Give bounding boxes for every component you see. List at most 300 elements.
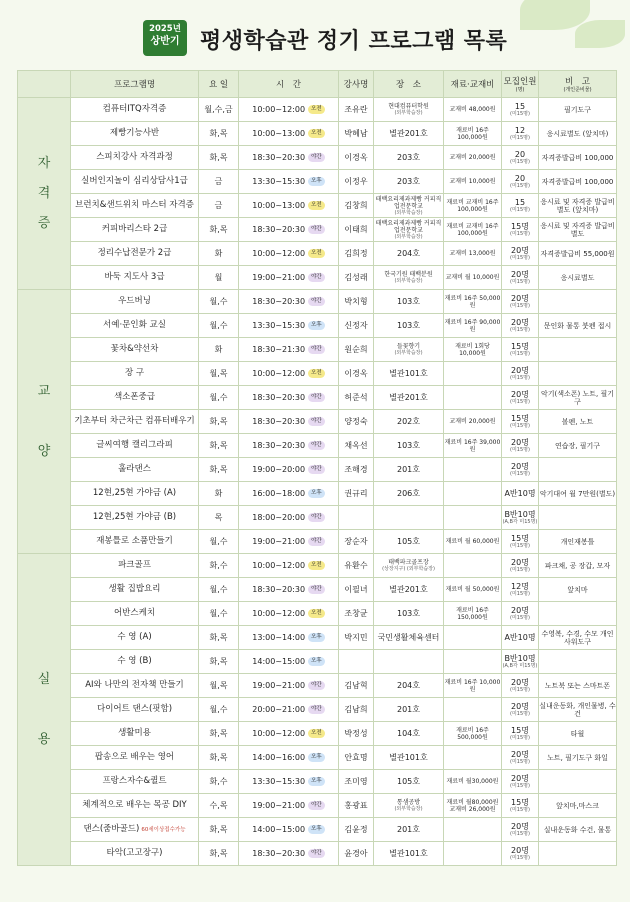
capacity-sub: (미15명) (510, 543, 530, 549)
teacher-cell: 김남혁 (339, 674, 374, 698)
time-cell (239, 770, 339, 794)
capacity-text: A반10명 (504, 633, 536, 642)
slot-badge: 야간 (308, 465, 325, 474)
table-row (18, 290, 617, 314)
time-text: 14:00~16:00 (252, 753, 306, 762)
slot-badge: 오전 (308, 201, 325, 210)
note-cell: 연습장, 필기구 (539, 434, 617, 458)
program-name (71, 122, 199, 146)
program-name-text: 어반스케치 (113, 608, 156, 618)
capacity-text: 20명 (511, 678, 529, 687)
capacity-text: 20명 (511, 558, 529, 567)
note-cell: 자격증발급비 55,000원 (539, 242, 617, 266)
time-cell (239, 650, 339, 674)
time-text: 10:00~12:00 (252, 369, 306, 378)
fee-cell: 재료비 월80,000원 교재비 26,000원 (444, 794, 502, 818)
teacher-cell: 조해경 (339, 458, 374, 482)
time-text: 13:30~15:30 (252, 321, 306, 330)
slot-badge: 오후 (308, 489, 325, 498)
day-cell: 월,수 (199, 386, 239, 410)
time-cell (239, 362, 339, 386)
slot-badge: 야간 (308, 585, 325, 594)
table-row (18, 794, 617, 818)
capacity-cell (502, 554, 539, 578)
note-cell: 자격증발급비 100,000 (539, 146, 617, 170)
place-text: 203호 (397, 177, 420, 186)
capacity-text: 20명 (511, 606, 529, 615)
place-text: 105호 (397, 777, 420, 786)
program-name-text: 팝송으로 배우는 영어 (94, 752, 175, 762)
place-text: 별관101호 (389, 753, 428, 762)
table-row (18, 746, 617, 770)
time-cell (239, 290, 339, 314)
slot-badge: 야간 (308, 705, 325, 714)
place-cell (374, 506, 444, 530)
capacity-cell (502, 482, 539, 506)
program-name (71, 842, 199, 866)
time-text: 10:00~12:00 (252, 249, 306, 258)
teacher-cell: 박정성 (339, 722, 374, 746)
program-name (71, 242, 199, 266)
program-name-text: 색소폰중급 (113, 392, 156, 402)
table-row (18, 218, 617, 242)
note-cell (539, 602, 617, 626)
program-name (71, 434, 199, 458)
place-text: 201호 (397, 705, 420, 714)
place-text: 별관201호 (389, 393, 428, 402)
program-name (71, 218, 199, 242)
time-text: 10:00~12:00 (252, 729, 306, 738)
place-text: 별관201호 (389, 129, 428, 138)
place-cell (374, 122, 444, 146)
note-cell (539, 650, 617, 674)
time-cell (239, 410, 339, 434)
capacity-sub: (미15명) (510, 375, 530, 381)
place-cell (374, 194, 444, 218)
teacher-cell: 조미영 (339, 770, 374, 794)
time-text: 18:30~20:30 (252, 441, 306, 450)
capacity-cell (502, 650, 539, 674)
fee-cell: 재료비 16주 500,000원 (444, 722, 502, 746)
day-cell: 화,목 (199, 818, 239, 842)
table-row (18, 602, 617, 626)
day-cell: 화,목 (199, 626, 239, 650)
table-row (18, 770, 617, 794)
teacher-cell: 이정우 (339, 170, 374, 194)
slot-badge: 오전 (308, 729, 325, 738)
note-cell: 응시료 및 자격증 발급비 별도 (539, 218, 617, 242)
program-name (71, 530, 199, 554)
note-cell: 악기대여 월 7만원(별도) (539, 482, 617, 506)
capacity-text: 15 (514, 198, 526, 207)
program-name-text: 장 구 (124, 368, 145, 378)
capacity-cell (502, 602, 539, 626)
place-text: 201호 (397, 465, 420, 474)
time-cell (239, 170, 339, 194)
program-name (71, 482, 199, 506)
day-cell: 화,목 (199, 650, 239, 674)
slot-badge: 야간 (308, 537, 325, 546)
program-name (71, 290, 199, 314)
place-sub: (외부학습장) (394, 806, 423, 812)
time-text: 13:30~15:30 (252, 177, 306, 186)
note-cell: 필기도구 (539, 98, 617, 122)
day-cell: 월,수 (199, 314, 239, 338)
capacity-cell (502, 746, 539, 770)
capacity-sub: (미15명) (510, 255, 530, 261)
place-text: 한국기원 태백분원 (384, 271, 433, 278)
time-cell (239, 506, 339, 530)
day-cell: 화,목 (199, 722, 239, 746)
teacher-cell: 박치형 (339, 290, 374, 314)
year-badge (143, 20, 187, 56)
capacity-text: 15명 (511, 342, 529, 351)
note-cell (539, 362, 617, 386)
program-name-text: 기초부터 차근차근 컴퓨터배우기 (74, 416, 195, 426)
program-name (71, 554, 199, 578)
note-cell: 노트북 또는 스마트폰 (539, 674, 617, 698)
note-cell (539, 290, 617, 314)
capacity-text: 20명 (511, 294, 529, 303)
capacity-text: 20 (514, 150, 526, 159)
program-name (71, 194, 199, 218)
header-place: 장 소 (374, 71, 444, 98)
teacher-cell: 채옥선 (339, 434, 374, 458)
table-row (18, 674, 617, 698)
capacity-cell (502, 362, 539, 386)
place-text: 들꽃향기 (396, 343, 421, 350)
place-cell (374, 602, 444, 626)
teacher-cell: 이경옥 (339, 146, 374, 170)
note-cell: 볼펜, 노트 (539, 410, 617, 434)
teacher-cell: 유환수 (339, 554, 374, 578)
fee-cell: 교재비 10,000원 (444, 170, 502, 194)
teacher-cell: 신정자 (339, 314, 374, 338)
header-fee: 재료·교재비 (444, 71, 502, 98)
capacity-cell (502, 218, 539, 242)
capacity-cell (502, 674, 539, 698)
teacher-cell: 박혜남 (339, 122, 374, 146)
place-cell (374, 410, 444, 434)
day-cell: 월,수 (199, 578, 239, 602)
table-row (18, 122, 617, 146)
program-name-text: 재봉틀로 소품만들기 (96, 536, 173, 546)
fee-cell (444, 698, 502, 722)
capacity-text: 15명 (511, 414, 529, 423)
place-text: 202호 (397, 417, 420, 426)
time-text: 13:00~14:00 (252, 633, 306, 642)
program-name-text: 컴퓨터ITQ자격증 (102, 104, 167, 114)
program-name-text: 12현,25현 가야금 (B) (92, 512, 177, 522)
slot-badge: 야간 (308, 849, 325, 858)
capacity-cell (502, 146, 539, 170)
day-cell: 화 (199, 242, 239, 266)
capacity-cell (502, 530, 539, 554)
time-cell (239, 194, 339, 218)
capacity-sub: (미15명) (510, 591, 530, 597)
day-cell: 화 (199, 482, 239, 506)
time-text: 14:00~15:00 (252, 825, 306, 834)
program-table (17, 70, 617, 866)
capacity-sub: (미15명) (510, 471, 530, 477)
note-cell: 자격증발급비 100,000 (539, 170, 617, 194)
note-cell: 파크채, 공 장갑, 모자 (539, 554, 617, 578)
program-name (71, 458, 199, 482)
capacity-sub: (미15명) (510, 735, 530, 741)
program-name-text: 서예·문인화 교실 (103, 320, 166, 330)
capacity-text: 15명 (511, 726, 529, 735)
place-text: 203호 (397, 153, 420, 162)
fee-cell: 교재비 13,000원 (444, 242, 502, 266)
capacity-cell (502, 434, 539, 458)
header-category (18, 71, 71, 98)
slot-badge: 오전 (308, 129, 325, 138)
day-cell: 월,목 (199, 674, 239, 698)
capacity-cell (502, 98, 539, 122)
place-cell (374, 674, 444, 698)
place-sub: (외부학습장) (394, 350, 423, 356)
teacher-cell: 원순희 (339, 338, 374, 362)
day-cell: 화 (199, 338, 239, 362)
program-name (71, 794, 199, 818)
capacity-sub: (미15명) (510, 567, 530, 573)
place-cell (374, 266, 444, 290)
place-cell (374, 770, 444, 794)
place-text: 103호 (397, 441, 420, 450)
capacity-cell (502, 698, 539, 722)
capacity-cell (502, 170, 539, 194)
teacher-cell: 김희정 (339, 242, 374, 266)
place-cell (374, 218, 444, 242)
capacity-text: 15명 (511, 222, 529, 231)
fee-cell: 재료비 16주 90,000원 (444, 314, 502, 338)
time-text: 18:30~20:30 (252, 585, 306, 594)
capacity-text: 20명 (511, 462, 529, 471)
teacher-cell: 이필녀 (339, 578, 374, 602)
capacity-cell (502, 842, 539, 866)
fee-cell: 재료비 16주 10,000원 (444, 674, 502, 698)
teacher-cell: 안효명 (339, 746, 374, 770)
program-name (71, 770, 199, 794)
capacity-text: 20명 (511, 438, 529, 447)
slot-badge: 오전 (308, 561, 325, 570)
time-cell (239, 122, 339, 146)
place-cell (374, 698, 444, 722)
place-text: 태백요리제과제빵 커피직업전문학교 (375, 219, 442, 234)
header-teacher: 강사명 (339, 71, 374, 98)
table-row (18, 506, 617, 530)
place-cell (374, 722, 444, 746)
capacity-sub: (미15명) (510, 183, 530, 189)
program-name (71, 746, 199, 770)
capacity-cell (502, 266, 539, 290)
time-text: 16:00~18:00 (252, 489, 306, 498)
slot-badge: 오후 (308, 777, 325, 786)
program-name (71, 338, 199, 362)
slot-badge: 오전 (308, 609, 325, 618)
time-text: 19:00~21:00 (252, 273, 306, 282)
teacher-cell: 허준석 (339, 386, 374, 410)
capacity-sub: (미15명) (510, 855, 530, 861)
capacity-text: 20명 (511, 270, 529, 279)
teacher-cell: 박지민 (339, 626, 374, 650)
note-cell: 앞치마 (539, 578, 617, 602)
program-name-text: 제빵기능사반 (109, 128, 160, 138)
time-cell (239, 146, 339, 170)
time-cell (239, 434, 339, 458)
day-cell: 화,목 (199, 410, 239, 434)
capacity-text: 20명 (511, 822, 529, 831)
time-cell (239, 674, 339, 698)
teacher-cell: 장순자 (339, 530, 374, 554)
place-cell (374, 626, 444, 650)
capacity-text: 20명 (511, 774, 529, 783)
slot-badge: 야간 (308, 681, 325, 690)
fee-cell: 교재비 월 10,000원 (444, 266, 502, 290)
teacher-cell: 이태희 (339, 218, 374, 242)
slot-badge: 야간 (308, 801, 325, 810)
capacity-cell (502, 386, 539, 410)
note-cell (539, 770, 617, 794)
place-cell (374, 146, 444, 170)
time-cell (239, 746, 339, 770)
table-row (18, 842, 617, 866)
capacity-text: 20명 (511, 702, 529, 711)
table-row (18, 482, 617, 506)
program-name-text: 바둑 지도사 3급 (104, 272, 165, 282)
capacity-sub: (미15명) (510, 207, 530, 213)
time-text: 19:00~20:00 (252, 465, 306, 474)
place-cell (374, 746, 444, 770)
place-text: 204호 (397, 681, 420, 690)
note-cell (539, 506, 617, 530)
program-name (71, 698, 199, 722)
capacity-cell (502, 578, 539, 602)
note-cell: 실내운동화, 개인물병, 수건 (539, 698, 617, 722)
time-text: 14:00~15:00 (252, 657, 306, 666)
day-cell: 월,수 (199, 530, 239, 554)
note-cell (539, 842, 617, 866)
program-name-text: AI와 나만의 전자책 만들기 (85, 680, 184, 690)
program-name-text: 댄스(줌바골드) (83, 823, 140, 834)
place-text: 204호 (397, 249, 420, 258)
program-name-text: 생활미용 (118, 728, 151, 738)
fee-cell: 재료비 월 60,000원 (444, 530, 502, 554)
place-cell (374, 338, 444, 362)
program-name-text: 수 영 (A) (117, 632, 152, 642)
slot-badge: 오후 (308, 657, 325, 666)
capacity-text: 15 (514, 102, 526, 111)
fee-cell (444, 482, 502, 506)
time-text: 10:00~13:00 (252, 201, 306, 210)
category-cell: 교 양 (18, 290, 71, 554)
table-row (18, 314, 617, 338)
program-name (71, 674, 199, 698)
time-text: 19:00~21:00 (252, 681, 306, 690)
day-cell: 화,수 (199, 770, 239, 794)
capacity-cell (502, 626, 539, 650)
table-row (18, 362, 617, 386)
half-label: 상반기 (150, 36, 180, 47)
program-name (71, 98, 199, 122)
note-cell: 개인재봉틀 (539, 530, 617, 554)
place-cell (374, 530, 444, 554)
capacity-text: 20명 (511, 390, 529, 399)
capacity-sub: (미15명) (510, 303, 530, 309)
program-name-text: 글씨여행 캘리그라피 (96, 440, 173, 450)
fee-cell (444, 650, 502, 674)
category-cell: 자 격 증 (18, 98, 71, 290)
place-sub: (상장지구) (외부학습장) (382, 566, 435, 572)
fee-cell: 교재비 20,000원 (444, 146, 502, 170)
program-name-text: 꽃차&약선차 (110, 344, 159, 354)
capacity-text: 20명 (511, 846, 529, 855)
time-text: 13:30~15:30 (252, 777, 306, 786)
program-name-text: 프랑스자수&퀼트 (102, 776, 167, 786)
place-cell (374, 314, 444, 338)
program-name (71, 362, 199, 386)
teacher-cell: 김성래 (339, 266, 374, 290)
place-text: 국민생활체육센터 (377, 633, 440, 642)
time-cell (239, 386, 339, 410)
program-name-text: 실버인지놀이 심리상담사1급 (81, 176, 188, 186)
time-text: 20:00~21:00 (252, 705, 306, 714)
table-row (18, 338, 617, 362)
day-cell: 월 (199, 266, 239, 290)
note-cell: 응시료별도 (앞치마) (539, 122, 617, 146)
table-row (18, 242, 617, 266)
time-cell (239, 314, 339, 338)
time-text: 10:00~13:00 (252, 129, 306, 138)
place-cell (374, 362, 444, 386)
program-name (71, 146, 199, 170)
note-cell: 응시료 및 자격증 발급비 별도 (앞치마) (539, 194, 617, 218)
program-name (71, 626, 199, 650)
day-cell: 화,수 (199, 554, 239, 578)
time-cell (239, 626, 339, 650)
place-text: 103호 (397, 321, 420, 330)
place-text: 206호 (397, 489, 420, 498)
capacity-sub: (미15명) (510, 687, 530, 693)
slot-badge: 야간 (308, 225, 325, 234)
place-cell (374, 482, 444, 506)
day-cell: 수,목 (199, 794, 239, 818)
place-cell (374, 578, 444, 602)
place-text: 통샘공방 (396, 799, 421, 806)
time-cell (239, 842, 339, 866)
slot-badge: 야간 (308, 417, 325, 426)
table-row (18, 146, 617, 170)
day-cell: 월,수 (199, 698, 239, 722)
capacity-text: 15명 (511, 534, 529, 543)
table-row (18, 98, 617, 122)
capacity-cell (502, 770, 539, 794)
capacity-cell (502, 314, 539, 338)
time-cell (239, 482, 339, 506)
capacity-text: A반10명 (504, 489, 536, 498)
time-text: 18:30~21:30 (252, 345, 306, 354)
time-cell (239, 578, 339, 602)
time-cell (239, 698, 339, 722)
teacher-cell: 김남희 (339, 698, 374, 722)
slot-badge: 야간 (308, 297, 325, 306)
note-cell: 앞치마,마스크 (539, 794, 617, 818)
fee-cell: 재료비 교재비 16주 100,000원 (444, 194, 502, 218)
capacity-sub: (미15명) (510, 279, 530, 285)
teacher-cell: 양정숙 (339, 410, 374, 434)
program-name-text: 브런치&샌드위치 마스터 자격증 (75, 200, 194, 210)
place-cell (374, 554, 444, 578)
